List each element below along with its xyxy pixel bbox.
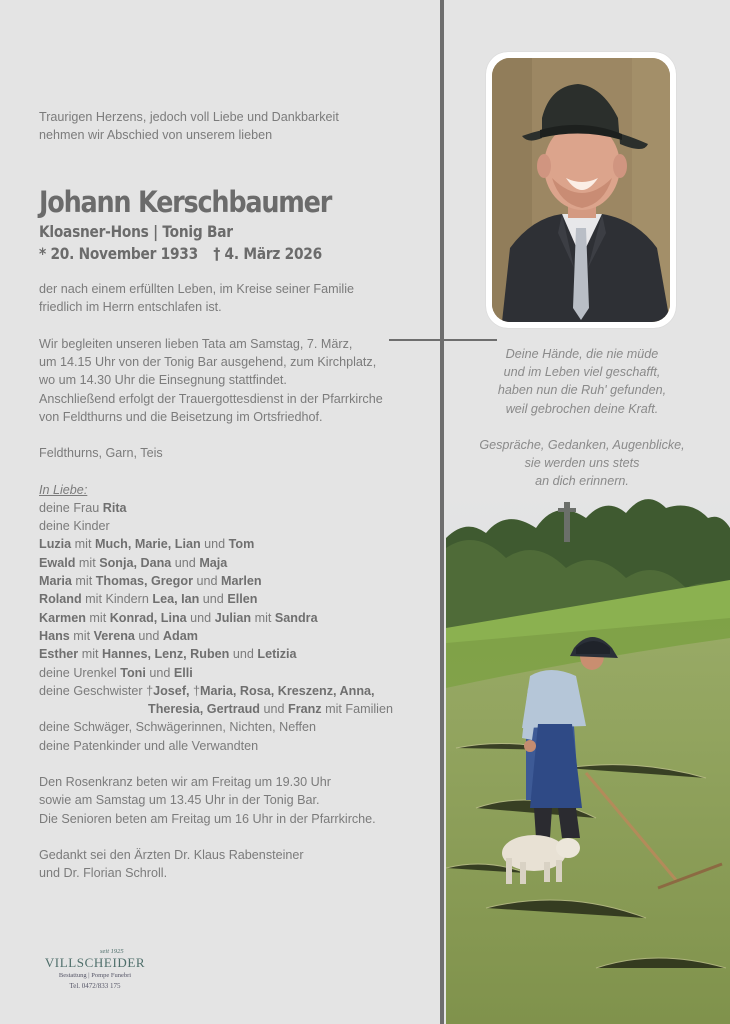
family-name: Hannes, Lenz, Ruben xyxy=(102,647,230,662)
family-text: und xyxy=(192,574,221,589)
family-name: Maja xyxy=(199,555,228,570)
family-name: Lea, Ian xyxy=(152,592,200,607)
poem-line: haben nun die Ruh' gefunden, xyxy=(497,383,667,398)
family-name: Maria xyxy=(39,574,72,589)
passing-line: der nach einem erfüllten Leben, im Kreise seiner Familie xyxy=(39,282,354,297)
family-text: und xyxy=(199,592,228,607)
family-text: und xyxy=(134,628,163,643)
family-line xyxy=(39,609,434,627)
in-love-heading: In Liebe: xyxy=(39,482,88,497)
family-line xyxy=(39,627,434,645)
death-date: † 4. März 2026 xyxy=(213,243,322,263)
family-name: Sonja, Dana xyxy=(99,555,172,570)
life-dates xyxy=(39,245,379,263)
intro-line: nehmen wir Abschied von unserem lieben xyxy=(39,128,273,143)
family-line xyxy=(39,682,434,700)
intro-text xyxy=(39,108,434,145)
rosary-line: Den Rosenkranz beten wir am Freitag um 19.30 Uhr xyxy=(39,775,331,790)
family-line xyxy=(39,645,434,663)
funeral-line: von Feldthurns und die Beisetzung im Ortsfriedhof. xyxy=(39,409,323,424)
family-text: mit xyxy=(69,628,94,643)
poem-line: Gespräche, Gedanken, Augenblicke, xyxy=(479,437,685,452)
family-name: Julian xyxy=(214,610,252,625)
family-name: Karmen xyxy=(39,610,86,625)
funeral-details xyxy=(39,335,434,426)
family-line xyxy=(39,737,434,755)
family-line xyxy=(39,590,434,608)
poem-line: sie werden uns stets xyxy=(524,456,640,471)
portrait-frame xyxy=(486,52,676,328)
family-text: mit Familien xyxy=(321,702,393,717)
deceased-nickname: Kloasner-Hons | Tonig Bar xyxy=(39,221,233,241)
family-text: mit xyxy=(71,537,95,552)
family-line xyxy=(39,572,434,590)
logo-brand: VILLSCHEIDER xyxy=(44,955,146,970)
family-name: Much, Marie, Lian xyxy=(94,537,201,552)
funeral-line: wo um 14.30 Uhr die Einsegnung stattfindet. xyxy=(39,373,287,388)
poem-line: weil gebrochen deine Kraft. xyxy=(505,401,659,416)
rosary-line: Die Senioren beten am Freitag um 16 Uhr in der Pfarrkirche. xyxy=(39,811,376,826)
family-name: Rita xyxy=(102,500,127,515)
family-name: Maria, Rosa, Kreszenz, Anna, xyxy=(200,683,375,698)
family-name: Tom xyxy=(228,537,255,552)
passing-text xyxy=(39,280,434,317)
family-name: Marlen xyxy=(221,574,262,589)
rosary-info xyxy=(39,773,434,828)
family-text: mit xyxy=(75,555,100,570)
family-text: deine Frau xyxy=(39,500,103,515)
family-line xyxy=(39,535,434,553)
field-photo xyxy=(446,488,730,1024)
family-name: Ellen xyxy=(227,592,258,607)
thanks-line: und Dr. Florian Schroll. xyxy=(39,866,168,881)
family-line xyxy=(39,517,434,535)
family-text: mit xyxy=(85,610,110,625)
family-text: deine Kinder xyxy=(39,519,110,534)
family-name: Franz xyxy=(288,702,322,717)
family-list xyxy=(39,499,434,755)
portrait-photo xyxy=(492,58,670,322)
family-name: Konrad, Lina xyxy=(109,610,187,625)
deceased-name: Johann Kerschbaumer xyxy=(39,184,332,219)
family-text: † xyxy=(193,683,201,698)
poem-line: an dich erinnern. xyxy=(535,474,629,489)
family-text: und xyxy=(145,665,174,680)
places: Feldthurns, Garn, Teis xyxy=(39,446,163,461)
family-text: deine Geschwister † xyxy=(39,683,154,698)
family-name: Luzia xyxy=(39,537,72,552)
family-text: mit xyxy=(251,610,275,625)
family-name: Thomas, Gregor xyxy=(95,574,193,589)
family-text: mit Kindern xyxy=(81,592,153,607)
haymaking-illustration xyxy=(446,488,730,1024)
family-line xyxy=(39,700,434,718)
family-name: Toni xyxy=(120,665,146,680)
family-name: Ewald xyxy=(39,555,76,570)
family-name: Elli xyxy=(173,665,193,680)
family-name: Hans xyxy=(39,628,70,643)
family-name: Sandra xyxy=(274,610,318,625)
family-name: Verena xyxy=(93,628,135,643)
family-text: und xyxy=(171,555,200,570)
family-text: und xyxy=(186,610,215,625)
family-text: mit xyxy=(78,647,102,662)
family-name: Esther xyxy=(39,647,79,662)
logo-since: seit 1925 xyxy=(100,948,124,955)
family-line xyxy=(39,664,434,682)
family-name: Roland xyxy=(39,592,82,607)
logo-subtitle: Bestattung | Pompe Funebri xyxy=(58,972,132,979)
family-name: Josef, xyxy=(153,683,194,698)
thanks-line: Gedankt sei den Ärzten Dr. Klaus Rabensteiner xyxy=(39,847,304,862)
poem-line: und im Leben viel geschafft, xyxy=(503,365,661,380)
thanks-text xyxy=(39,846,434,883)
funeral-line: um 14.15 Uhr von der Tonig Bar ausgehend, zum Kirchplatz, xyxy=(39,355,377,370)
obituary-text xyxy=(39,108,434,883)
rosary-line: sowie am Samstag um 13.45 Uhr in der Tonig Bar. xyxy=(39,793,320,808)
logo-phone: Tel. 0472/833 175 xyxy=(69,982,121,990)
birth-date: * 20. November 1933 xyxy=(39,243,198,263)
memorial-poem xyxy=(452,345,712,490)
intro-line: Traurigen Herzens, jedoch voll Liebe und Dankbarkeit xyxy=(39,110,339,124)
family-line xyxy=(39,554,434,572)
family-name: Adam xyxy=(162,628,198,643)
family-text: deine Patenkinder und alle Verwandten xyxy=(39,738,259,753)
family-text: mit xyxy=(71,574,96,589)
family-text: deine Urenkel xyxy=(39,665,121,680)
funeral-line: Anschließend erfolgt der Trauergottesdienst in der Pfarrkirche xyxy=(39,391,383,406)
funeral-line: Wir begleiten unseren lieben Tata am Samstag, 7. März, xyxy=(39,336,353,351)
family-name: Theresia, Gertraud xyxy=(148,702,260,717)
family-text: und xyxy=(200,537,229,552)
family-line xyxy=(39,499,434,517)
poem-line: Deine Hände, die nie müde xyxy=(505,347,659,361)
passing-line: friedlich im Herrn entschlafen ist. xyxy=(39,300,222,315)
funeral-home-logo xyxy=(40,948,150,990)
family-text: und xyxy=(260,702,289,717)
family-line xyxy=(39,718,434,736)
family-name: Letizia xyxy=(257,647,297,662)
portrait-illustration xyxy=(492,58,670,322)
vertical-divider xyxy=(440,0,444,1024)
family-text: und xyxy=(229,647,258,662)
family-text: deine Schwäger, Schwägerinnen, Nichten, Neffen xyxy=(39,720,317,735)
